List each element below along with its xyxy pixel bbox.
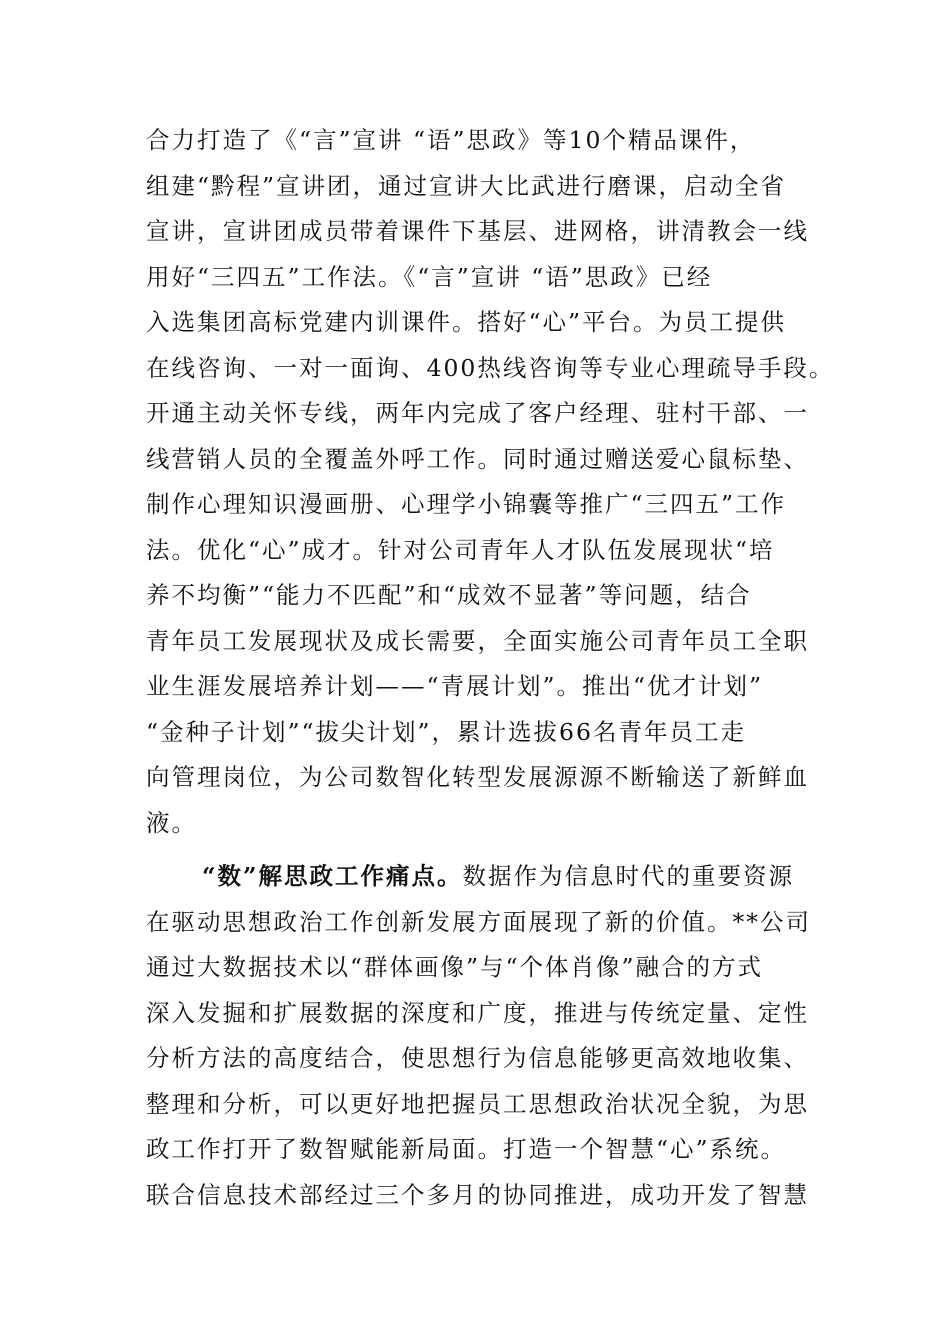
text-line: 法。优化“心”成才。针对公司青年人才队伍发展现状“培 [146, 535, 775, 564]
text-line: 政工作打开了数智赋能新局面。打造一个智慧“心”系统。 [146, 1135, 787, 1163]
text-line: 联合信息技术部经过三个多月的协同推进，成功开发了智慧 [146, 1180, 809, 1209]
text-line: 液。 [146, 808, 197, 837]
text-line: 入选集团高标党建内训课件。搭好“心”平台。为员工提供 [146, 308, 787, 336]
paragraph-1 [146, 118, 846, 846]
text-line: 分析方法的高度结合，使思想行为信息能够更高效地收集、 [146, 1044, 809, 1072]
text-line: 宣讲，宣讲团成员带着课件下基层、进网格，讲清教会一线 [146, 217, 809, 245]
paragraph-2 [146, 854, 846, 1218]
text-line: 开通主动关怀专线，两年内完成了客户经理、驻村干部、一 [146, 399, 809, 427]
text-line: 向管理岗位，为公司数智化转型发展源源不断输送了新鲜血 [146, 763, 809, 791]
text-line: “金种子计划”“拔尖计划”，累计选拔66名青年员工走 [146, 717, 746, 746]
paragraph-text: 数据作为信息时代的重要资源 [462, 862, 795, 890]
text-line: 在线咨询、一对一面询、400热线咨询等专业心理疏导手段。 [146, 353, 835, 382]
text-line: 通过大数据技术以“群体画像”与“个体肖像”融合的方式 [146, 953, 764, 981]
text-line: 合力打造了《“言”宣讲 “语”思政》等10个精品课件， [146, 126, 756, 154]
paragraph-heading: “数”解思政工作痛点。 [202, 862, 463, 890]
text-line: 青年员工发展现状及成长需要，全面实施公司青年员工全职 [146, 626, 809, 655]
text-line: 深入发掘和扩展数据的深度和广度，推进与传统定量、定性 [146, 998, 809, 1027]
text-line: 在驱动思想政治工作创新发展方面展现了新的价值。**公司 [146, 907, 811, 936]
text-line-first [146, 854, 846, 900]
text-line: 用好“三四五”工作法。《“言”宣讲 “语”思政》已经 [146, 262, 713, 291]
text-line: 线营销人员的全覆盖外呼工作。同时通过赠送爱心鼠标垫、 [146, 444, 809, 473]
paragraph-spacer [146, 846, 846, 854]
text-line: 组建“黔程”宣讲团，通过宣讲大比武进行磨课，启动全省 [146, 171, 787, 200]
text-line: 养不均衡”“能力不匹配”和“成效不显著”等问题，结合 [146, 581, 752, 609]
text-line: 制作心理知识漫画册、心理学小锦囊等推广“三四五”工作 [146, 490, 787, 518]
text-line: 整理和分析，可以更好地把握员工思想政治状况全貌，为思 [146, 1089, 809, 1118]
document-body [146, 118, 846, 1218]
text-line: 业生涯发展培养计划——“青展计划”。推出“优才计划” [146, 672, 764, 700]
